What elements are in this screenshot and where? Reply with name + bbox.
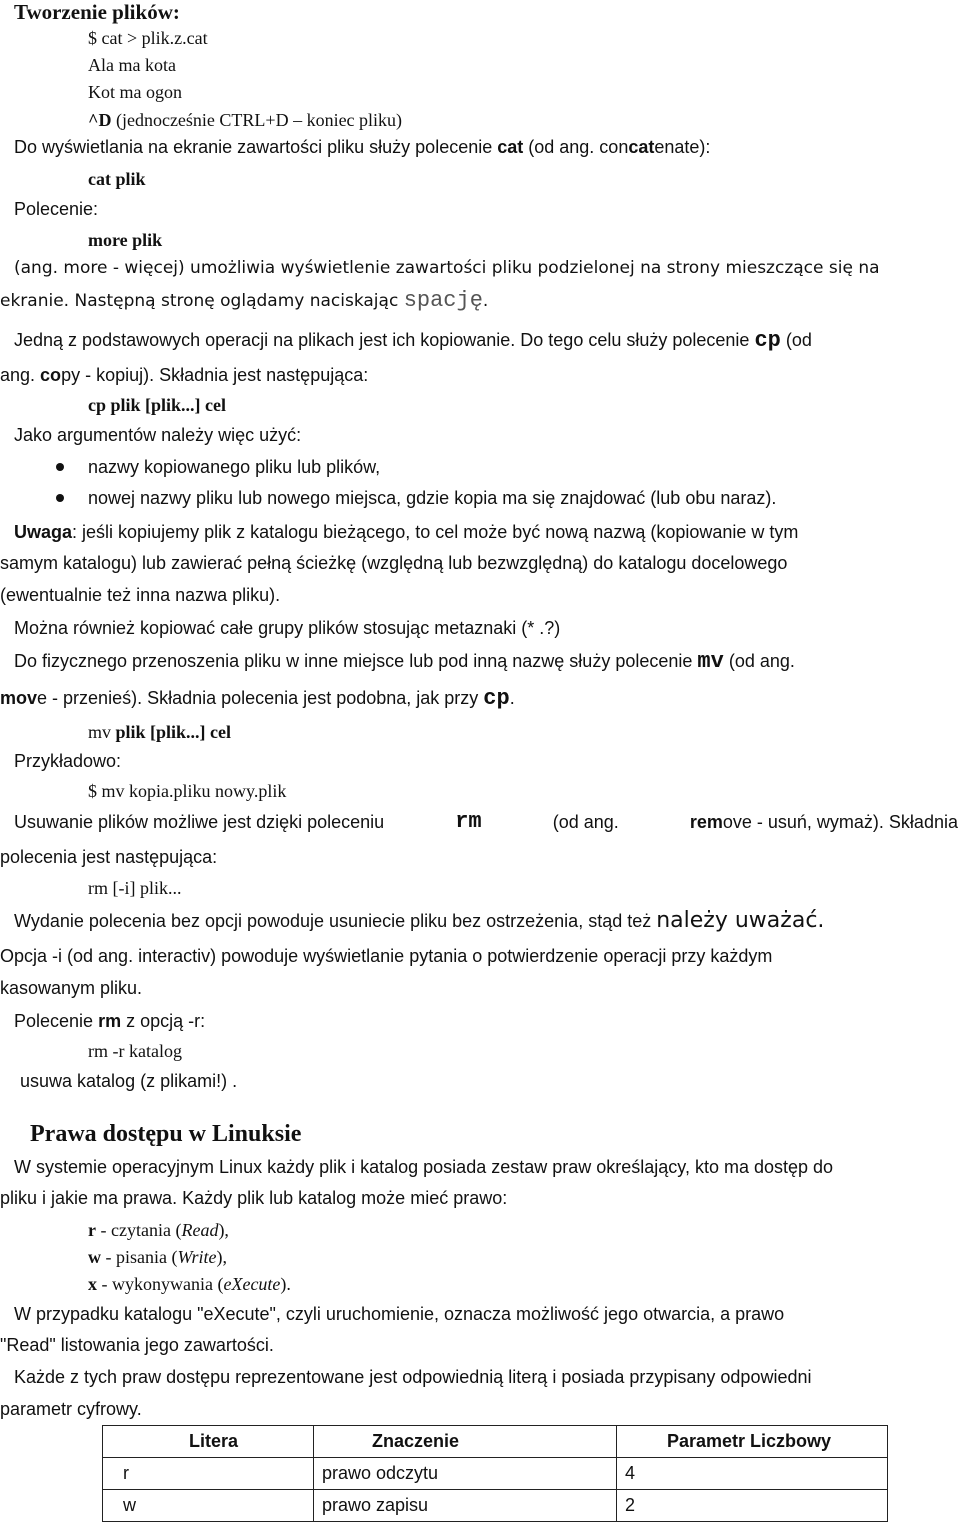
cp-p: p (61, 365, 72, 385)
bullet-dot-2 (56, 494, 64, 502)
right-w-italic: Write (177, 1247, 217, 1267)
cp-command: cp (754, 328, 781, 353)
bullet-item-2: nowej nazwy pliku lub nowego miejsca, gdzie kopia ma się znajdować (lub obu naraz). (88, 488, 777, 508)
opt-i-line-2: kasowanym pliku. (0, 978, 143, 998)
cp-co: co (40, 365, 62, 385)
more-plik-command: more plik (88, 230, 163, 250)
mv-command: mv (697, 649, 724, 674)
rm-e: e (696, 812, 707, 832)
od-text: (od (785, 330, 812, 350)
more-description: (ang. more - więcej) umożliwia wyświetlenie zawartości pliku podzielonej na strony mieszczące się na (14, 258, 880, 278)
mv-syntax-a: mv (88, 722, 116, 742)
mv-rest: e - przenieś). Składnia polecenia jest podobna, jak przy (37, 688, 484, 708)
right-w-close: ), (216, 1247, 227, 1267)
right-x-text: - wykonywania ( (97, 1274, 224, 1294)
cat-word: cat (497, 137, 524, 157)
mv-syntax (88, 720, 231, 744)
table-cell-parametr: 2 (617, 1490, 888, 1522)
right-r-key: r (88, 1220, 96, 1240)
section-title-tworzenie: Tworzenie plików: (14, 0, 180, 24)
right-x-close: ). (280, 1274, 291, 1294)
spacje-word: spację (403, 288, 483, 313)
table-cell-znaczenie: prawo odczytu (314, 1458, 617, 1490)
table-row (103, 1458, 888, 1490)
table-cell-znaczenie: prawo zapisu (314, 1490, 617, 1522)
rm-intro-b: (od ang. (552, 812, 619, 832)
prawa-p1-line2: pliku i jakie ma prawa. Każdy plik lub katalog może mieć prawo: (0, 1188, 508, 1208)
cat-word-bold: cat (628, 137, 655, 157)
right-x-italic: eXecute (223, 1274, 281, 1294)
dot: . (482, 291, 489, 311)
cat-desc-c: enate): (654, 137, 711, 157)
mv-syntax-b: plik [plik...] cel (115, 722, 232, 742)
cp-ang-a: ang. (0, 365, 41, 385)
rm-command: rm (455, 809, 482, 834)
polecenie-label: Polecenie: (14, 199, 99, 219)
rm-r: r (689, 812, 697, 832)
right-read (88, 1218, 229, 1242)
rm-intro-a: Usuwanie plików możliwe jest dzięki poleceniu (14, 812, 385, 832)
rm-r-intro-a: Polecenie (14, 1011, 99, 1031)
przykladowo-label: Przykładowo: (14, 751, 122, 771)
command-cat-create: $ cat > plik.z.cat (88, 28, 208, 48)
mv-syntax-intro (0, 686, 515, 711)
example-line-kot: Kot ma ogon (88, 82, 182, 102)
warning-text: Wydanie polecenia bez opcji powoduje usuniecie pliku bez ostrzeżenia, stąd też (14, 911, 657, 931)
warning-line (14, 909, 824, 933)
od-ang-text: (od ang. (728, 651, 795, 671)
right-r-text: - czytania ( (96, 1220, 182, 1240)
cp-command-2: cp (483, 686, 510, 711)
right-w-key: w (88, 1247, 101, 1267)
table-header-parametr: Parametr Liczbowy (617, 1426, 888, 1458)
ctrl-d-text: (jednocześnie CTRL+D – koniec pliku) (111, 110, 403, 130)
args-intro: Jako argumentów należy więc użyć: (14, 425, 302, 445)
cp-ang-b: y - kopiuj). Składnia jest następująca: (71, 365, 369, 385)
right-r-italic: Read (181, 1220, 219, 1240)
cp-intro (14, 328, 958, 353)
bullet-item-1: nazwy kopiowanego pliku lub plików, (88, 457, 381, 477)
mv-intro-text: Do fizycznego przenoszenia pliku w inne miejsce lub pod inną nazwę służy polecenie (14, 651, 693, 671)
rm-intro (14, 810, 958, 834)
cat-desc-b: (od ang. con (523, 137, 629, 157)
rm-rest: ove - usuń, wymaż). Składnia (722, 812, 958, 832)
permissions-table (102, 1425, 888, 1522)
cat-desc-a: Do wyświetlania na ekranie zawartości pliku służy polecenie (14, 137, 498, 157)
uwaga-text-1: : jeśli kopiujemy plik z katalogu bieżącego, to cel może być nową nazwą (kopiowanie w tym (72, 522, 799, 542)
cat-plik-command: cat plik (88, 169, 146, 189)
rm-r-intro-c: z opcją -r: (121, 1011, 206, 1031)
mv-v: v (27, 688, 38, 708)
bullet-dot-1 (56, 463, 64, 471)
rm-r-intro-b: rm (98, 1011, 122, 1031)
mv-o: o (16, 688, 28, 708)
cat-description (14, 135, 710, 159)
uwaga-line-3: (ewentualnie też inna nazwa pliku). (0, 585, 281, 605)
rm-m: m (706, 812, 723, 832)
right-r-close: ), (218, 1220, 229, 1240)
cp-intro-text: Jedną z podstawowych operacji na plikach jest ich kopiowanie. Do tego celu służy polecenie (14, 330, 750, 350)
rm-r-description: usuwa katalog (z plikami!) . (20, 1071, 238, 1091)
mv-intro (14, 649, 795, 674)
table-header-znaczenie: Znaczenie (314, 1426, 617, 1458)
uwaga-line-2: samym katalogu) lub zawierać pełną ścieżkę (względną lub bezwzględną) do katalogu docelowego (0, 553, 788, 573)
uwaga-label: Uwaga (14, 522, 73, 542)
rm-syntax-intro: polecenia jest następująca: (0, 847, 218, 867)
prawa-p2-line2: "Read" listowania jego zawartości. (0, 1335, 274, 1355)
right-x-key: x (88, 1274, 97, 1294)
table-cell-litera: w (103, 1490, 314, 1522)
prawa-p3-line2: parametr cyfrowy. (0, 1399, 142, 1419)
ctrl-d-line (88, 108, 402, 132)
prawa-p2-line1: W przypadku katalogu "eXecute", czyli uruchomienie, oznacza możliwość jego otwarcia, a prawo (14, 1304, 785, 1324)
table-header-row (103, 1426, 888, 1458)
warning-emphasis: należy uważać. (656, 908, 825, 933)
table-header-litera: Litera (103, 1426, 314, 1458)
mv-m: m (0, 688, 17, 708)
dot-2: . (509, 688, 515, 708)
groups-line: Można również kopiować całe grupy plików stosując metaznaki (* .?) (14, 618, 561, 638)
cp-syntax-intro (0, 363, 368, 387)
example-line-ala: Ala ma kota (88, 55, 176, 75)
ctrl-d-key: ^D (88, 110, 112, 130)
remove-word (690, 810, 958, 834)
right-write (88, 1245, 227, 1269)
rm-r-intro (14, 1009, 205, 1033)
table-row (103, 1490, 888, 1522)
opt-i-line: Opcja -i (od ang. interactiv) powoduje wyświetlanie pytania o potwierdzenie operacji przy każdym (0, 946, 773, 966)
uwaga-line-1 (14, 520, 798, 544)
more-desc2-text: ekranie. Następną stronę oglądamy naciskając (0, 291, 404, 311)
table-cell-litera: r (103, 1458, 314, 1490)
mv-example: $ mv kopia.pliku nowy.plik (88, 781, 287, 801)
rm-syntax: rm [-i] plik... (88, 878, 182, 898)
more-description-2 (0, 289, 488, 313)
rm-r-command: rm -r katalog (88, 1041, 182, 1061)
table-cell-parametr: 4 (617, 1458, 888, 1490)
right-w-text: - pisania ( (101, 1247, 178, 1267)
cp-syntax: cp plik [plik...] cel (88, 395, 227, 415)
prawa-p1-line1: W systemie operacyjnym Linux każdy plik i katalog posiada zestaw praw określający, kto ma dostęp do (14, 1157, 834, 1177)
prawa-p3-line1: Każde z tych praw dostępu reprezentowane jest odpowiednią literą i posiada przypisany odpowiedni (14, 1367, 812, 1387)
right-execute (88, 1272, 291, 1296)
section-title-prawa: Prawa dostępu w Linuksie (30, 1121, 302, 1147)
